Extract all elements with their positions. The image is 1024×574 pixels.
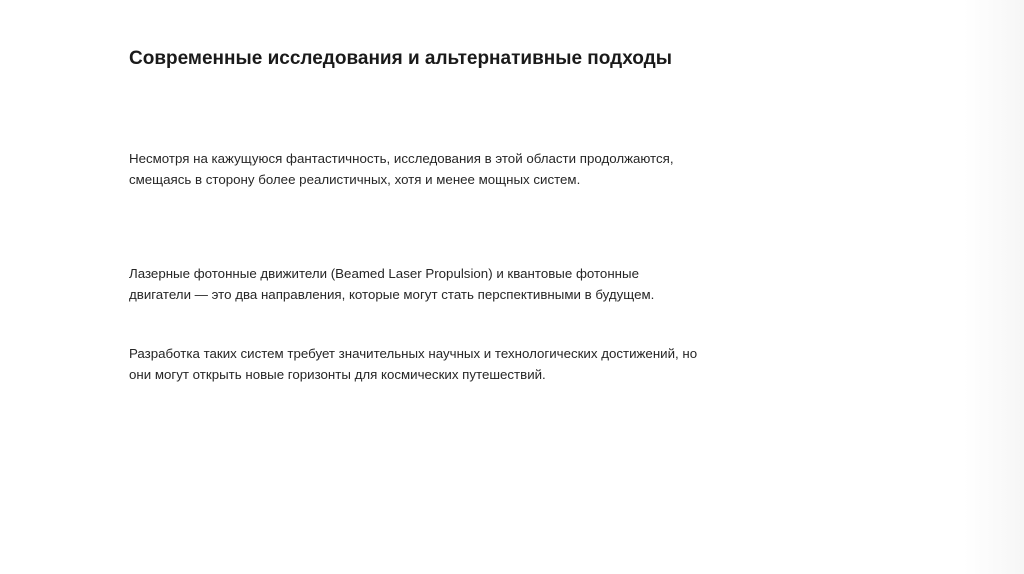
paragraph-research-continues: Несмотря на кажущуюся фантастичность, исследования в этой области продолжаются, смещаясь в сторону более реалистичных, хотя и менее мощных систем. [129,151,674,187]
paragraph-laser-propulsion: Лазерные фотонные движители (Beamed Laser Propulsion) и квантовые фотонные двигатели — это два направления, которые могут стать перспективными в будущем. [129,266,655,302]
slide-edge-shade [964,0,1024,574]
slide-title: Современные исследования и альтернативные подходы [129,48,672,69]
paragraph-development-requirements: Разработка таких систем требует значительных научных и технологических достижений, но они могут открыть новые горизонты для космических путешествий. [129,346,698,382]
